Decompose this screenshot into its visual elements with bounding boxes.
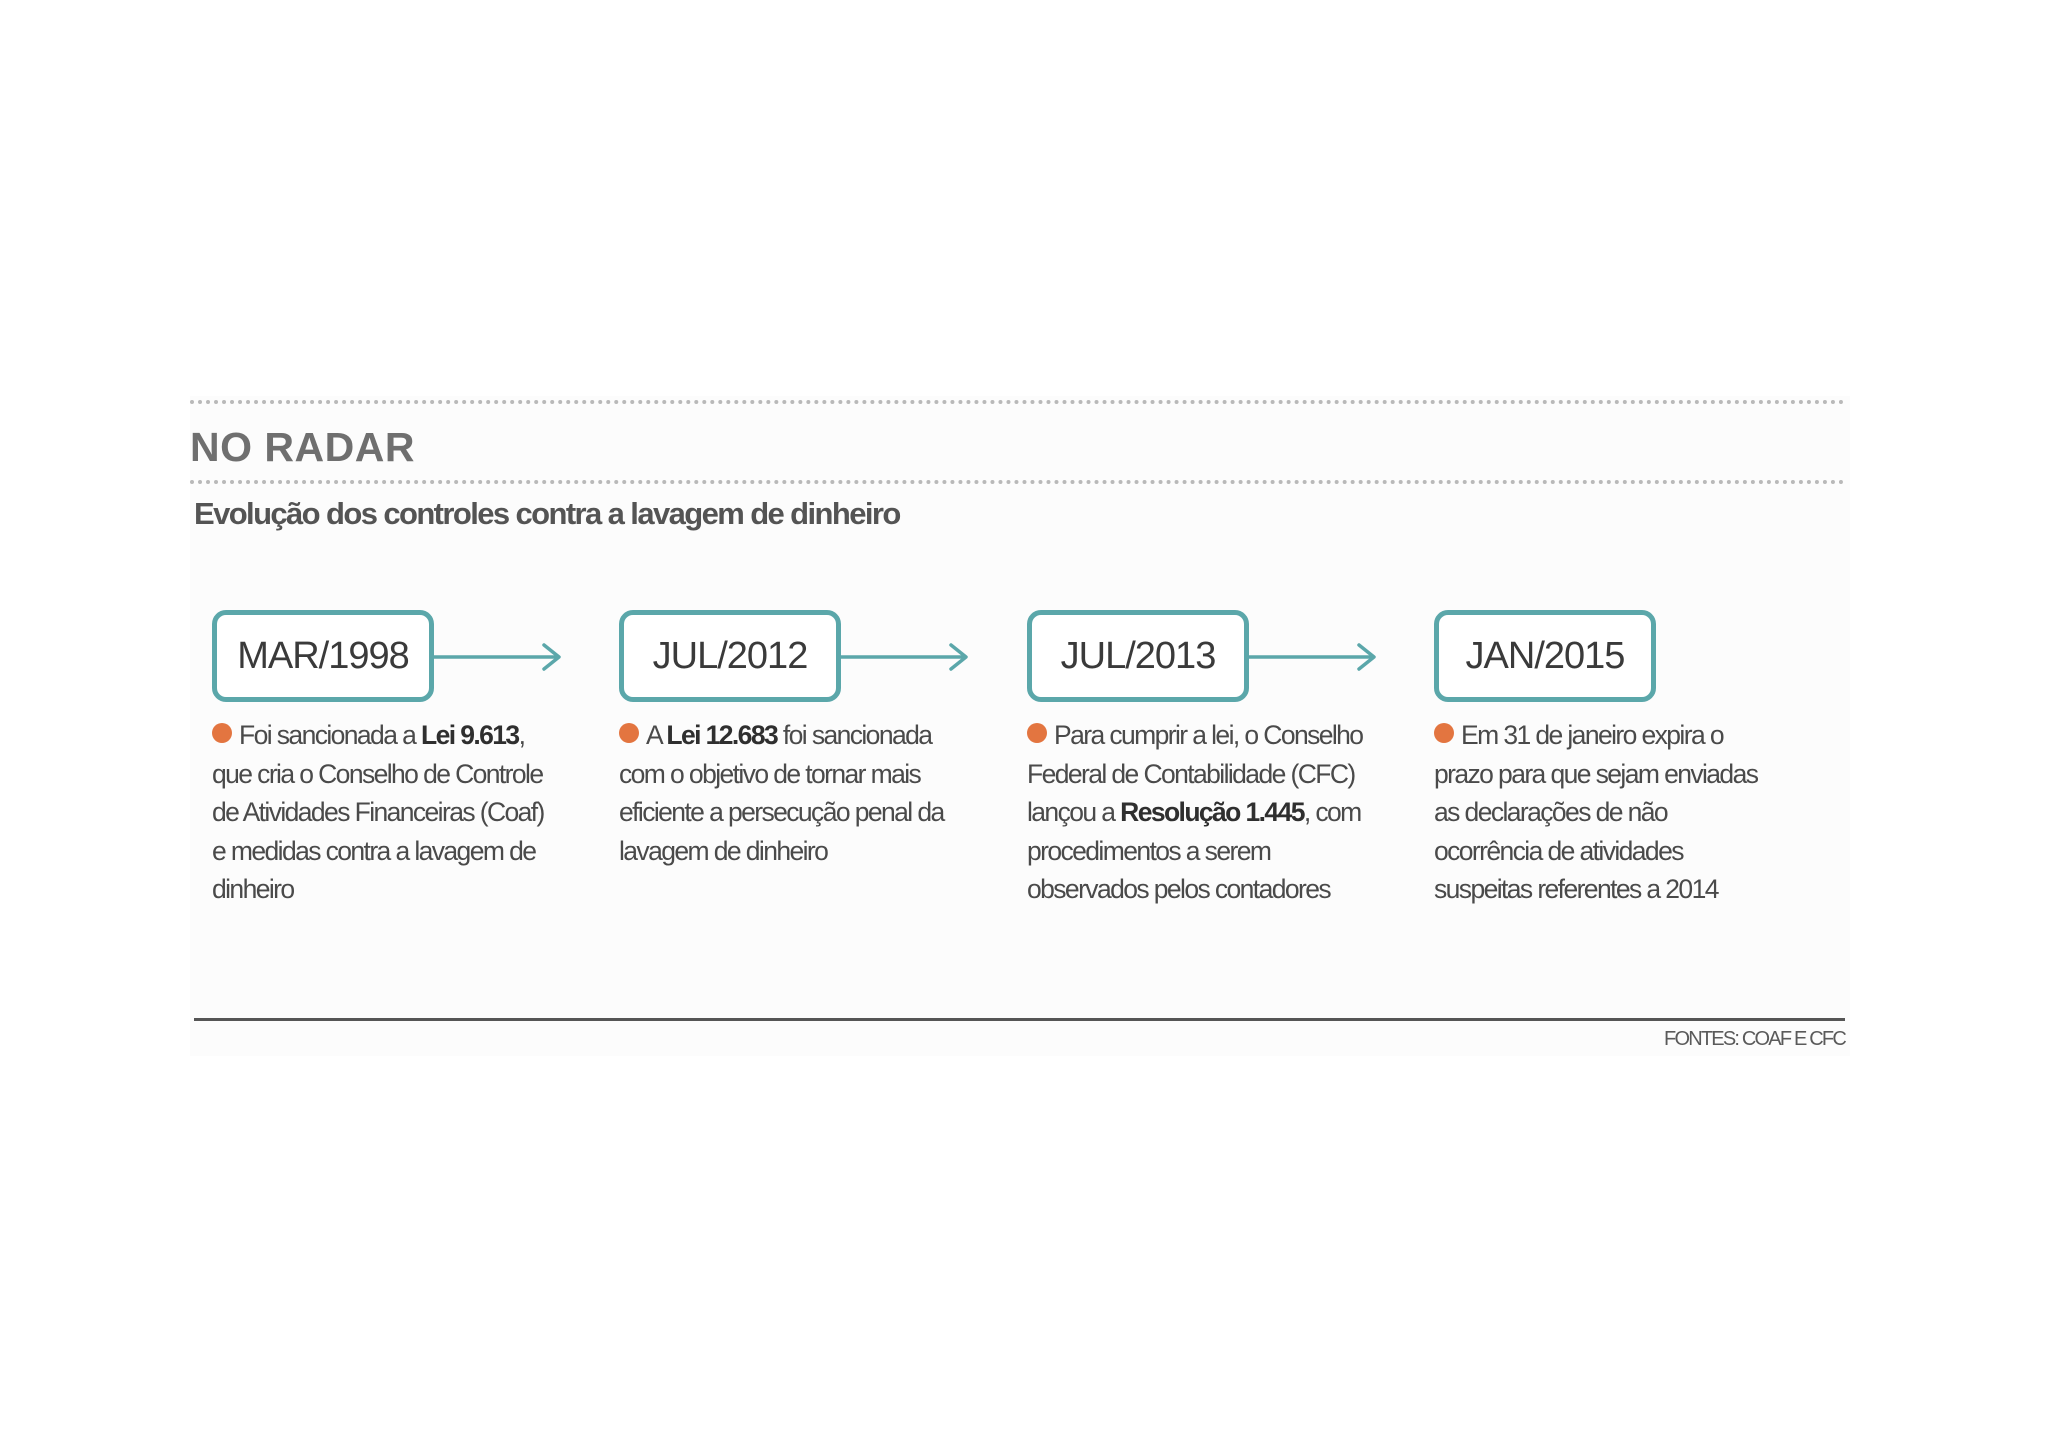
event-description (1434, 716, 1779, 909)
date-box: JUL/2012 (619, 610, 841, 702)
description-text: A (646, 720, 667, 750)
sources-credit: FONTES: COAF E CFC (1664, 1028, 1845, 1050)
description-text-continued: , que cria o Conselho de Controle de Atividades Financeiras (Coaf) e medidas contra a lavagem de dinheiro (212, 720, 544, 904)
date-box: JAN/2015 (1434, 610, 1656, 702)
section-title: NO RADAR (190, 424, 415, 470)
law-reference: Resolução 1.445 (1120, 797, 1304, 827)
title-dotted-divider (190, 480, 1845, 484)
arrow-right-icon (434, 642, 564, 672)
bullet-dot-icon (1434, 723, 1454, 743)
event-description (1027, 716, 1372, 909)
description-text: Em 31 de janeiro expira o prazo para que sejam enviadas as declarações de não ocorrência de atividades suspeitas referentes a 2014 (1434, 720, 1758, 904)
top-dotted-divider (190, 400, 1845, 404)
event-description (212, 716, 557, 909)
law-reference: Lei 12.683 (666, 720, 778, 750)
event-description (619, 716, 964, 870)
date-box: MAR/1998 (212, 610, 434, 702)
arrow-right-icon (1249, 642, 1379, 672)
law-reference: Lei 9.613 (421, 720, 519, 750)
subtitle: Evolução dos controles contra a lavagem de dinheiro (194, 496, 900, 531)
infographic (190, 396, 1850, 1056)
description-text-continued: , com procedimentos a serem observados pelos contadores (1027, 797, 1361, 904)
description-text: Para cumprir a lei, o Conselho Federal de Contabilidade (CFC) lançou a (1027, 720, 1363, 827)
description-text: Foi sancionada a (239, 720, 421, 750)
bullet-dot-icon (1027, 723, 1047, 743)
bottom-divider (194, 1018, 1845, 1021)
arrow-right-icon (841, 642, 971, 672)
description-text-continued: foi sancionada com o objetivo de tornar mais eficiente a persecução penal da lavagem de dinheiro (619, 720, 944, 866)
bullet-dot-icon (212, 723, 232, 743)
date-box: JUL/2013 (1027, 610, 1249, 702)
bullet-dot-icon (619, 723, 639, 743)
